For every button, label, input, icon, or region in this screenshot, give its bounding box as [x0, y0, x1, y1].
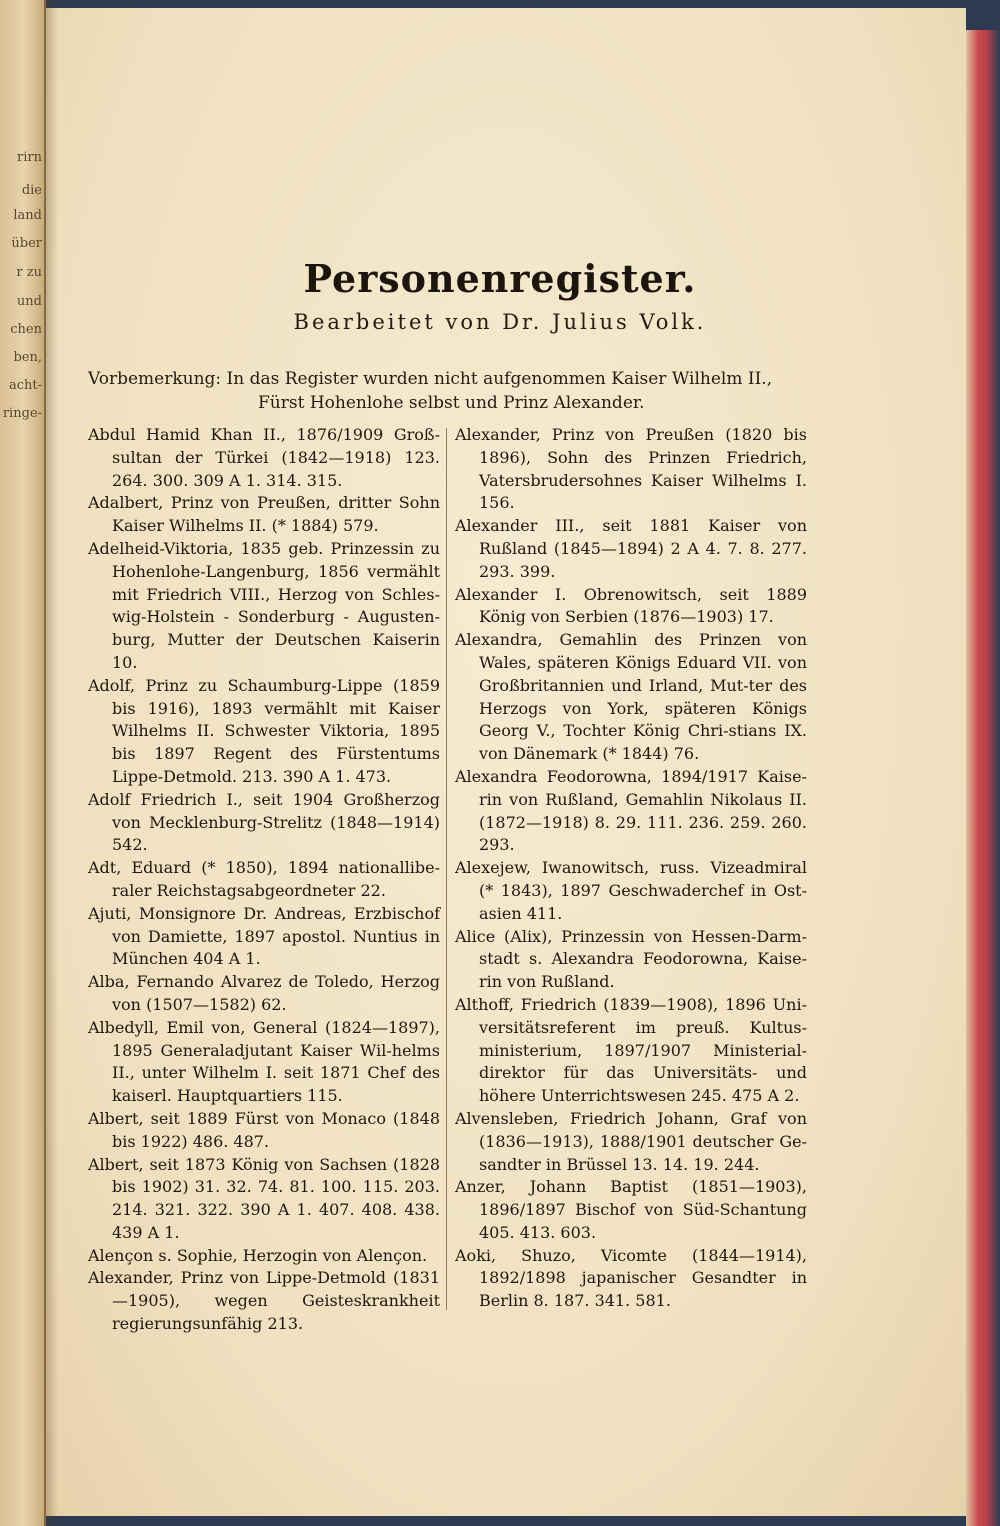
index-entry: Anzer, Johann Baptist (1851—1903), 1896/1897 Bischof von Süd-Schantung 405. 413. 603. [455, 1177, 807, 1242]
spine-shadow [44, 0, 58, 1526]
margin-fragment: die [21, 183, 42, 198]
index-entry: Alexandra, Gemahlin des Prinzen von Wales, späteren Königs Eduard VII. von Großbritannien und Irland, Mut-ter des Herzogs von York, späteren Königs Georg V., Tochter König Chri-stians IX. von Dänemark (* 1844) 76. [455, 630, 807, 764]
preliminary-remark [88, 367, 818, 415]
index-entry: Abdul Hamid Khan II., 1876/1909 Groß-sultan der Türkei (1842—1918) 123. 264. 300. 309 A 1. 314. 315. [88, 425, 440, 490]
index-entry: Adolf, Prinz zu Schaumburg-Lippe (1859 bis 1916), 1893 vermählt mit Kaiser Wilhelms II. Schwester Viktoria, 1895 bis 1897 Regent des Fürstentums Lippe-Detmold. 213. 390 A 1. 473. [88, 675, 440, 786]
page-title: Personenregister. [303, 256, 697, 301]
index-entry: Alexejew, Iwanowitsch, russ. Vizeadmiral (* 1843), 1897 Geschwaderchef in Ost-asien 411. [455, 858, 807, 923]
page-subtitle: Bearbeitet von Dr. Julius Volk. [293, 310, 707, 334]
remark-line-1: Vorbemerkung: In das Register wurden nicht aufgenommen Kaiser Wilhelm II., [88, 369, 773, 389]
index-entry: Albedyll, Emil von, General (1824—1897), 1895 Generaladjutant Kaiser Wil-helms II., unter Wilhelm I. seit 1871 Chef des kaiserl. Hauptquartiers 115. [88, 1017, 440, 1106]
index-entry: Alba, Fernando Alvarez de Toledo, Herzog von (1507—1582) 62. [88, 972, 440, 1014]
previous-page-edge [0, 0, 46, 1526]
margin-fragment: ben, [13, 350, 42, 365]
margin-fragment: ringe- [2, 406, 42, 421]
margin-fragment: land [13, 208, 42, 223]
index-entry: Aoki, Shuzo, Vicomte (1844—1914), 1892/1898 japanischer Gesandter in Berlin 8. 187. 341. 581. [455, 1245, 807, 1311]
index-entry: Alexander III., seit 1881 Kaiser von Rußland (1845—1894) 2 A 4. 7. 8. 277. 293. 399. [455, 516, 807, 581]
page-edge [966, 30, 1000, 1526]
remark-line-2: Fürst Hohenlohe selbst und Prinz Alexander. [258, 393, 645, 413]
index-entry: Alexander, Prinz von Preußen (1820 bis 1896), Sohn des Prinzen Friedrich, Vatersbrudersohnes Kaiser Wilhelms I. 156. [455, 425, 807, 513]
index-entry: Alice (Alix), Prinzessin von Hessen-Darm-stadt s. Alexandra Feodorowna, Kaise-rin von Rußland. [455, 926, 807, 992]
column-divider [446, 428, 447, 1310]
index-entry: Adelheid-Viktoria, 1835 geb. Prinzessin zu Hohenlohe-Langenburg, 1856 vermählt mit Friedrich VIII., Herzog von Schles-wig-Holstein - Sonderburg - Augusten-burg, Mutter der Deutschen Kaiserin 10. [88, 538, 440, 672]
margin-fragment: chen [10, 322, 42, 337]
index-entry: Alexander I. Obrenowitsch, seit 1889 König von Serbien (1876—1903) 17. [455, 584, 807, 627]
margin-fragment: rirn [17, 150, 42, 165]
index-entry: Albert, seit 1873 König von Sachsen (1828 bis 1902) 31. 32. 74. 81. 100. 115. 203. 214. 321. 322. 390 A 1. 407. 408. 438. 439 A 1. [88, 1154, 440, 1242]
margin-fragment: über [11, 236, 42, 251]
index-entry: Alexandra Feodorowna, 1894/1917 Kaise-rin von Rußland, Gemahlin Nikolaus II. (1872—1918) 8. 29. 111. 236. 259. 260. 293. [455, 766, 807, 855]
index-entry: Adt, Eduard (* 1850), 1894 nationallibe-raler Reichstagsabgeordneter 22. [88, 858, 440, 900]
index-entry: Ajuti, Monsignore Dr. Andreas, Erzbischof von Damiette, 1897 apostol. Nuntius in München 404 A 1. [88, 903, 440, 969]
index-column-left [88, 424, 440, 1336]
index-entry: Alençon s. Sophie, Herzogin von Alençon. [88, 1245, 428, 1265]
index-entry: Alexander, Prinz von Lippe-Detmold (1831—1905), wegen Geisteskrankheit regierungsunfähig 213. [88, 1268, 440, 1334]
margin-fragment: und [16, 294, 42, 309]
margin-fragment: r zu [16, 265, 42, 280]
index-column-right [455, 424, 807, 1313]
index-entry: Adolf Friedrich I., seit 1904 Großherzog von Mecklenburg-Strelitz (1848—1914) 542. [88, 789, 440, 855]
index-entry: Adalbert, Prinz von Preußen, dritter Sohn Kaiser Wilhelms II. (* 1884) 579. [88, 493, 440, 536]
index-entry: Althoff, Friedrich (1839—1908), 1896 Uni-versitätsreferent im preuß. Kultus-ministerium, 1897/1907 Ministerial-direktor für das Universitäts- und höhere Unterrichtswesen 245. 475 A 2. [455, 994, 807, 1106]
index-entry: Alvensleben, Friedrich Johann, Graf von (1836—1913), 1888/1901 deutscher Ge-sandter in Brüssel 13. 14. 19. 244. [455, 1108, 807, 1174]
index-entry: Albert, seit 1889 Fürst von Monaco (1848 bis 1922) 486. 487. [88, 1108, 440, 1151]
margin-fragment: acht- [8, 378, 42, 393]
